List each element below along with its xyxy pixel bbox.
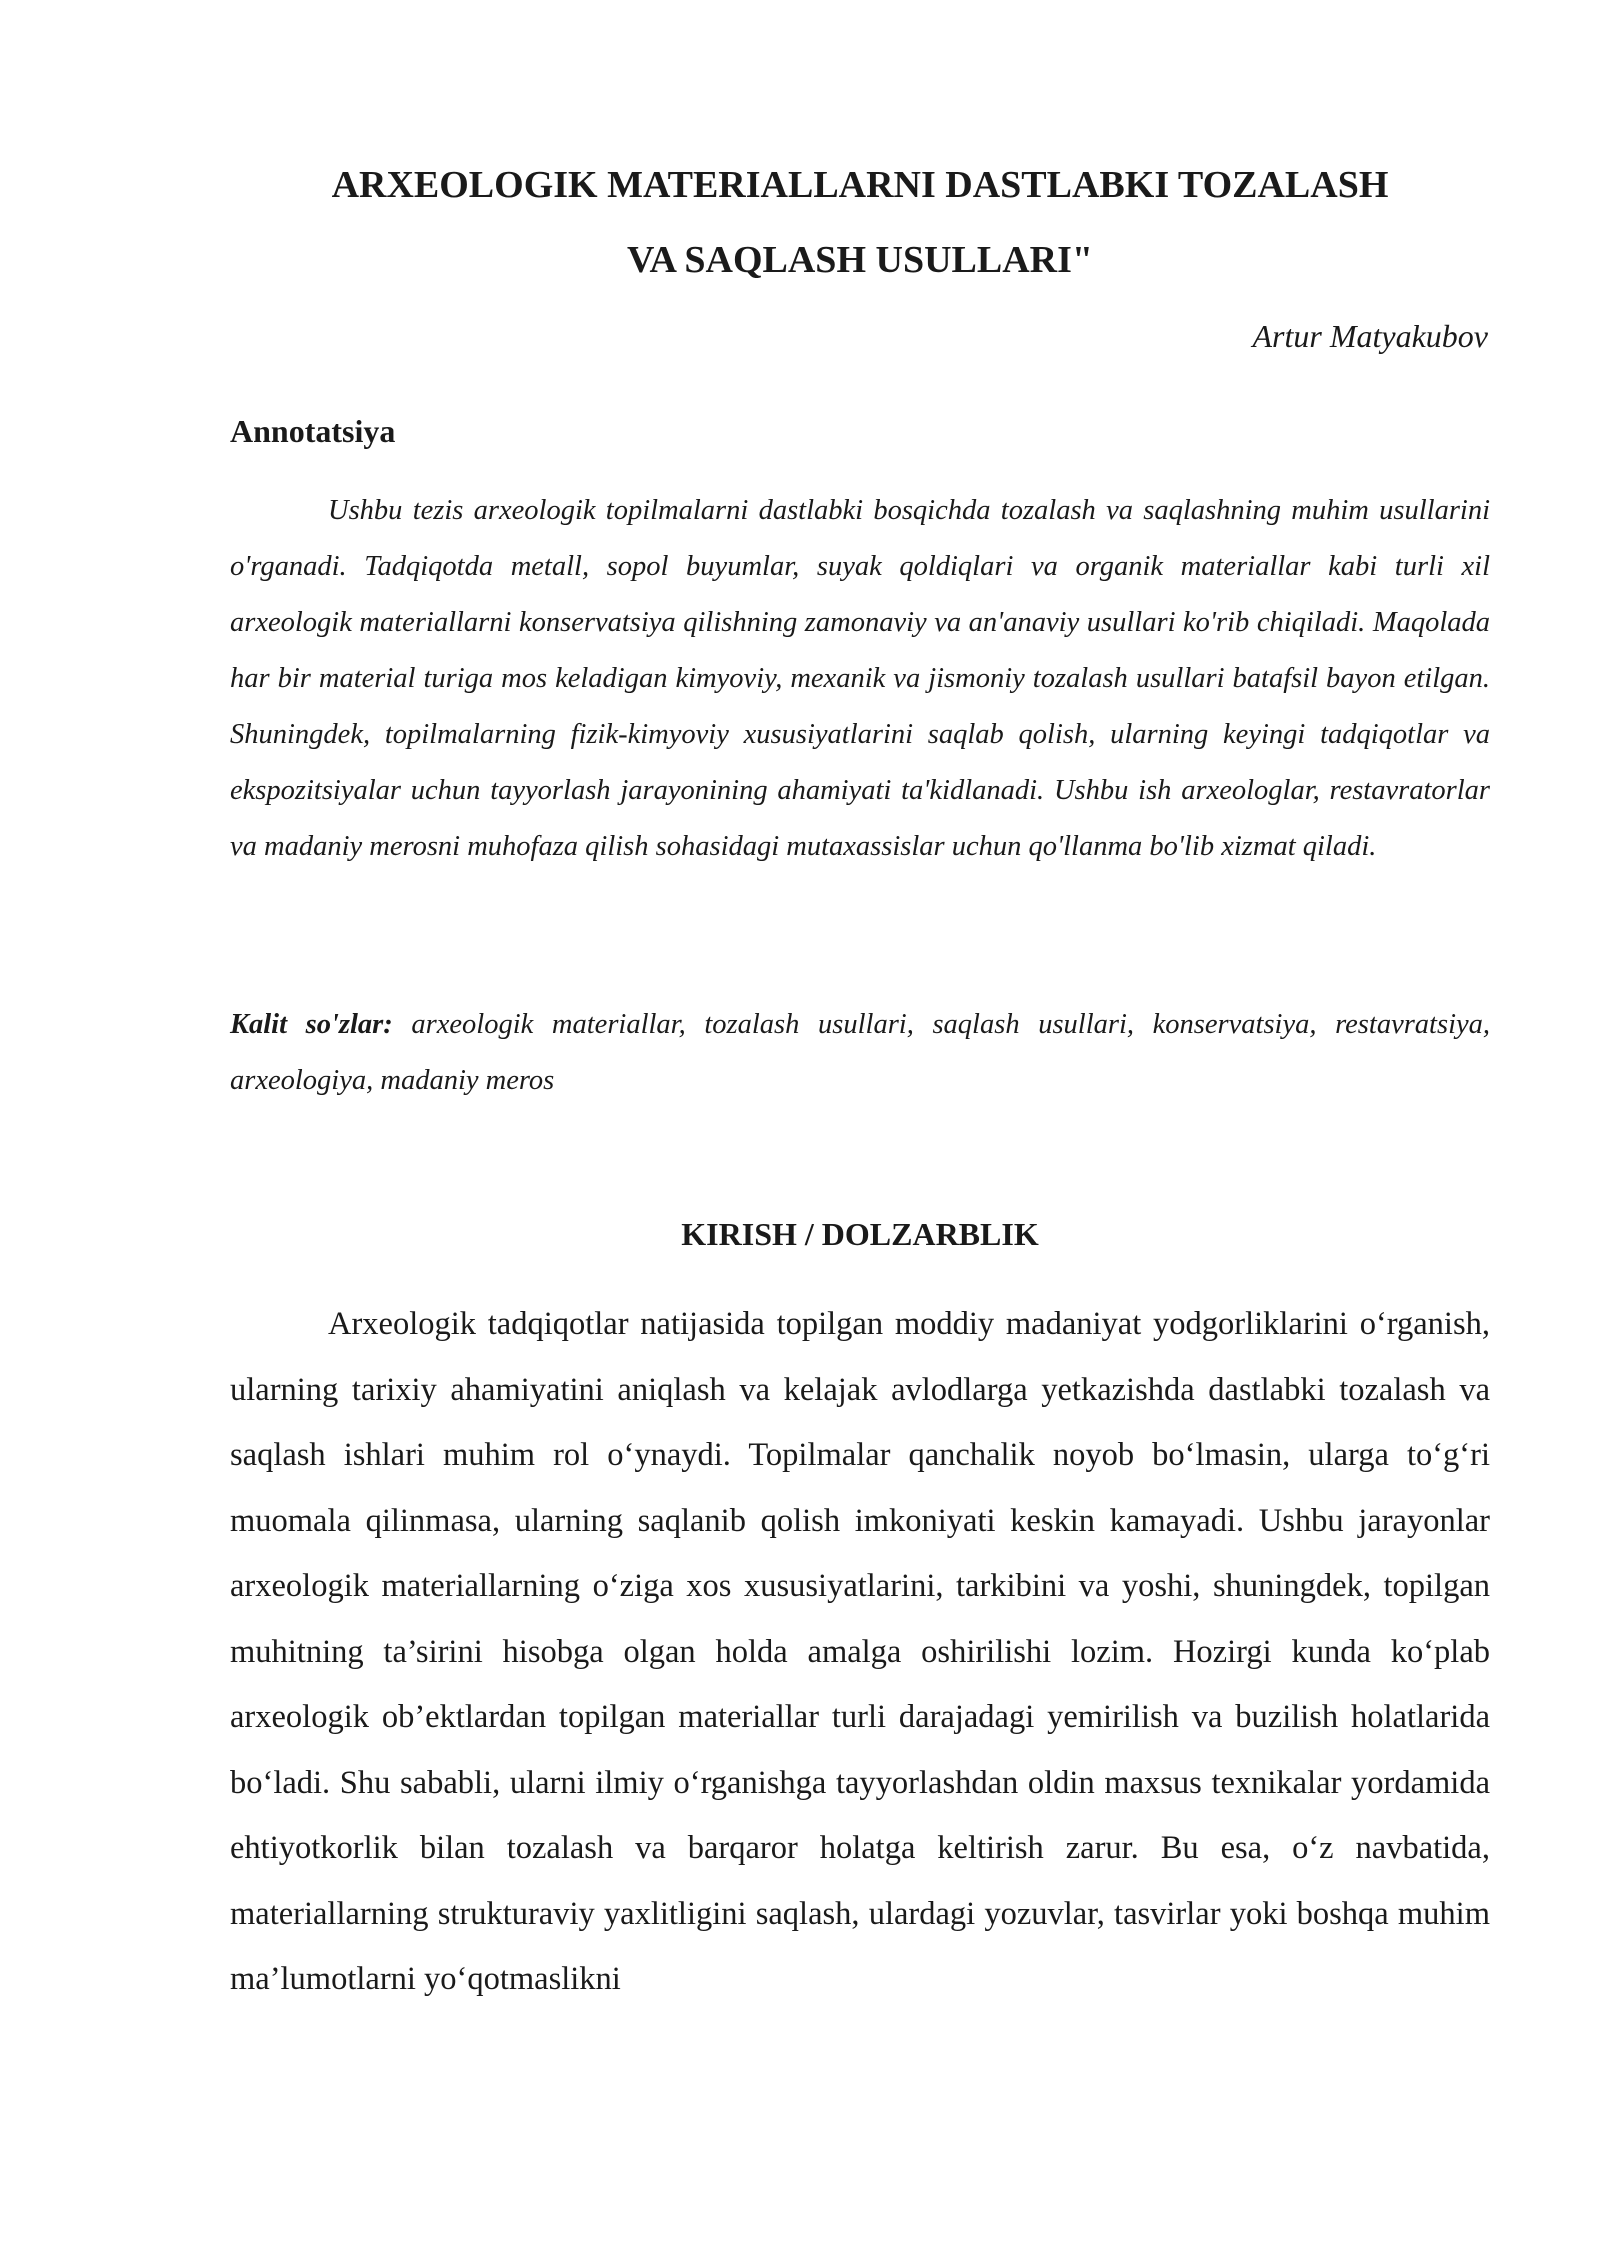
- abstract-heading: Annotatsiya: [230, 413, 396, 449]
- keywords-list: arxeologik materiallar, tozalash usullari, saqlash usullari, konservatsiya, restavratsiya, arxeologiya, madaniy meros: [230, 1009, 1491, 1096]
- paper-title: [230, 148, 1490, 298]
- abstract-text: Ushbu tezis arxeologik topilmalarni dastlabki bosqichda tozalash va saqlashning muhim usullarini o'rganadi. Tadqiqotda metall, sopol buyumlar, suyak qoldiqlari va organik materiallar kabi turli xil arxeologik materiallarni konservatsiya qilishning zamonaviy va an'anaviy usullari ko'rib chiqiladi. Maqolada har bir material turiga mos keladigan kimyoviy, mexanik va jismoniy tozalash usullari batafsil bayon etilgan. Shuningdek, topilmalarning fizik-kimyoviy xususiyatlarini saqlab qolish, ularning keyingi tadqiqotlar va ekspozitsiyalar uchun tayyorlash jarayonining ahamiyati ta'kidlanadi. Ushbu ish arxeologlar, restavratorlar va madaniy merosni muhofaza qilish sohasidagi mutaxassislar uchun qo'llanma bo'lib xizmat qiladi.: [230, 495, 1490, 862]
- author-name: Artur Matyakubov: [1252, 318, 1488, 354]
- keywords-label: Kalit so'zlar:: [230, 1009, 393, 1040]
- section-heading: KIRISH / DOLZARBLIK: [681, 1216, 1039, 1252]
- title-line-1: ARXEOLOGIK MATERIALLARNI DASTLABKI TOZALASH: [331, 164, 1389, 206]
- keywords: [230, 997, 1490, 1109]
- title-line-2: VA SAQLASH USULLARI": [627, 239, 1093, 281]
- body-paragraph: Arxeologik tadqiqotlar natijasida topilgan moddiy madaniyat yodgorliklarini o‘rganish, ularning tarixiy ahamiyatini aniqlash va kelajak avlodlarga yetkazishda dastlabki tozalash va saqlash ishlari muhim rol o‘ynaydi. Topilmalar qanchalik noyob bo‘lmasin, ularga to‘g‘ri muomala qilinmasa, ularning saqlanib qolish imkoniyati keskin kamayadi. Ushbu jarayonlar arxeologik materiallarning o‘ziga xos xususiyatlarini, tarkibini va yoshi, shuningdek, topilgan muhitning ta’sirini hisobga olgan holda amalga oshirilishi lozim. Hozirgi kunda ko‘plab arxeologik ob’ektlardan topilgan materiallar turli darajadagi yemirilish va buzilish holatlarida bo‘ladi. Shu sababli, ularni ilmiy o‘rganishga tayyorlashdan oldin maxsus texnikalar yordamida ehtiyotkorlik bilan tozalash va barqaror holatga keltirish zarur. Bu esa, o‘z navbatida, materiallarning strukturaviy yaxlitligini saqlash, ulardagi yozuvlar, tasvirlar yoki boshqa muhim ma’lumotlarni yo‘qotmaslikni: [230, 1306, 1490, 1997]
